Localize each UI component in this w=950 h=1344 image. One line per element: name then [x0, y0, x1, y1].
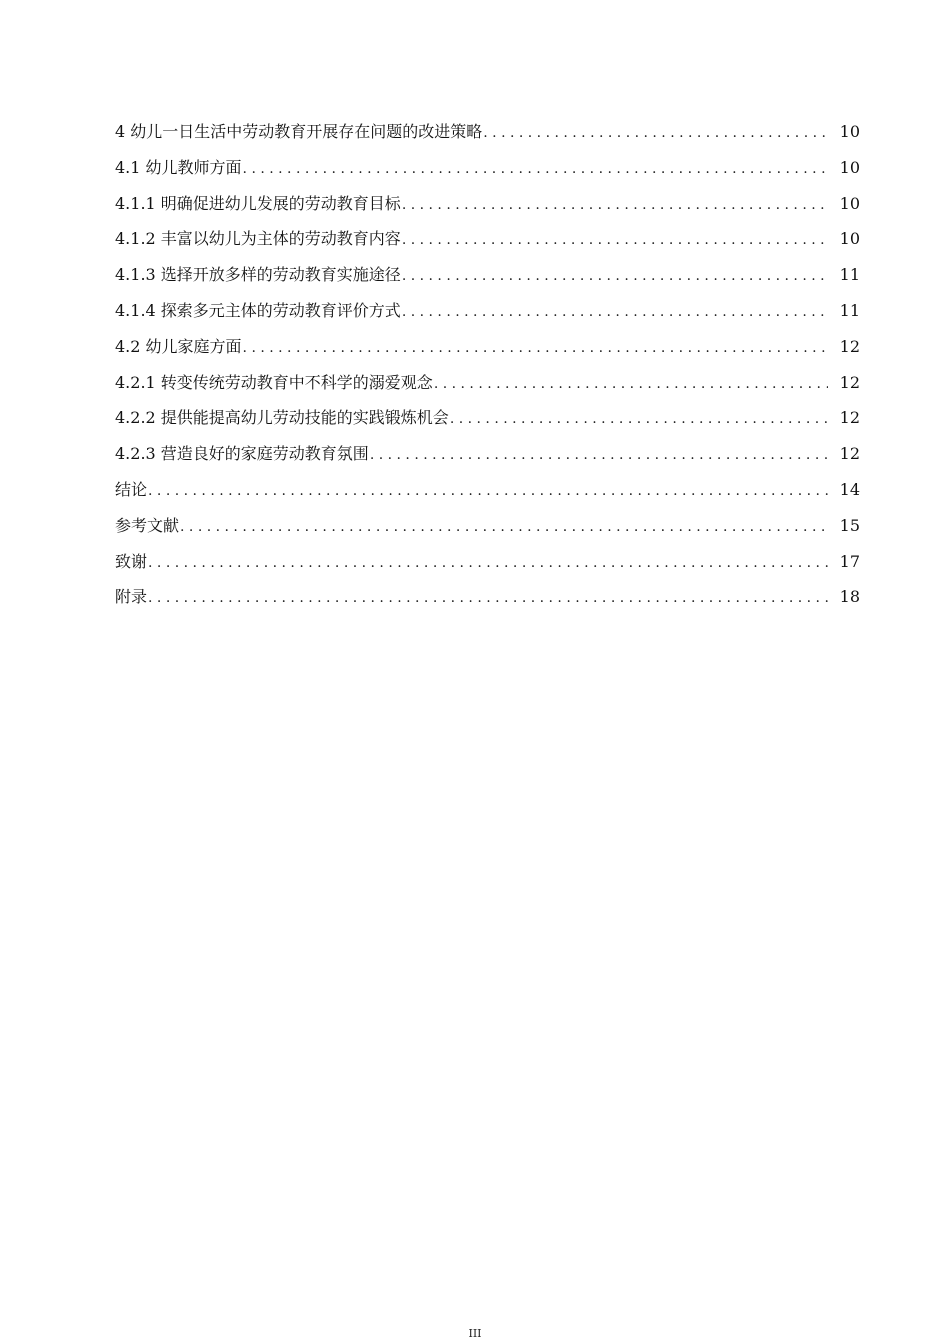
toc-entry-page: 17	[839, 551, 860, 571]
toc-entry-label: 4.2.1 转变传统劳动教育中不科学的溺爱观念	[115, 372, 433, 392]
toc-entry-label: 4.1.3 选择开放多样的劳动教育实施途径	[115, 265, 401, 285]
toc-entry[interactable]	[115, 298, 860, 334]
toc-entry[interactable]	[115, 584, 860, 620]
toc-entry-page: 10	[839, 122, 860, 141]
toc-leader-dots	[402, 263, 828, 289]
toc-entry[interactable]	[115, 334, 860, 370]
toc-entry-page: 11	[839, 300, 860, 320]
toc-entry[interactable]	[115, 191, 860, 227]
toc-leader-dots	[450, 406, 828, 432]
toc-leader-dots	[148, 585, 828, 611]
toc-leader-dots	[402, 299, 828, 325]
table-of-contents	[115, 119, 860, 620]
toc-leader-dots	[370, 442, 828, 468]
toc-leader-dots	[180, 514, 828, 540]
toc-entry-label: 4.2.3 营造良好的家庭劳动教育氛围	[115, 444, 369, 464]
toc-entry-page: 12	[839, 444, 860, 464]
toc-entry-label: 4.1.4 探索多元主体的劳动教育评价方式	[115, 300, 401, 320]
toc-entry-page: 12	[839, 408, 860, 428]
toc-entry-page: 15	[839, 515, 860, 535]
toc-entry[interactable]	[115, 262, 860, 298]
toc-leader-dots	[148, 550, 828, 576]
toc-entry-page: 10	[839, 193, 860, 213]
toc-leader-dots	[243, 335, 828, 361]
toc-entry-page: 18	[839, 587, 860, 607]
toc-leader-dots	[148, 478, 828, 504]
toc-entry[interactable]	[115, 441, 860, 477]
page-number-footer: III	[468, 1327, 482, 1340]
toc-entry-page: 14	[839, 479, 860, 499]
toc-entry-page: 10	[839, 157, 860, 177]
toc-entry-page: 12	[839, 372, 860, 392]
toc-entry-label: 参考文献	[115, 515, 180, 535]
toc-leader-dots	[434, 371, 828, 397]
toc-entry-label: 致谢	[115, 551, 148, 571]
toc-entry[interactable]	[115, 549, 860, 585]
toc-entry[interactable]	[115, 477, 860, 513]
toc-entry-label: 4.1.2 丰富以幼儿为主体的劳动教育内容	[115, 229, 401, 249]
toc-entry[interactable]	[115, 119, 860, 155]
toc-entry[interactable]	[115, 155, 860, 191]
toc-entry[interactable]	[115, 370, 860, 406]
toc-entry[interactable]	[115, 405, 860, 441]
toc-entry-label: 结论	[115, 479, 148, 499]
toc-leader-dots	[402, 227, 828, 253]
toc-entry-label: 附录	[115, 587, 148, 607]
toc-leader-dots	[243, 156, 828, 182]
toc-entry[interactable]	[115, 226, 860, 262]
toc-entry-page: 12	[839, 336, 860, 356]
toc-leader-dots	[402, 192, 828, 218]
toc-entry-label: 4.1.1 明确促进幼儿发展的劳动教育目标	[115, 193, 401, 213]
toc-entry-label: 4.2.2 提供能提高幼儿劳动技能的实践锻炼机会	[115, 408, 449, 428]
toc-entry[interactable]	[115, 513, 860, 549]
toc-entry-label: 4 幼儿一日生活中劳动教育开展存在问题的改进策略	[115, 122, 483, 141]
toc-entry-page: 10	[839, 229, 860, 249]
toc-leader-dots	[483, 120, 828, 146]
toc-entry-label: 4.2 幼儿家庭方面	[115, 336, 242, 356]
toc-entry-page: 11	[839, 265, 860, 285]
toc-entry-label: 4.1 幼儿教师方面	[115, 157, 242, 177]
